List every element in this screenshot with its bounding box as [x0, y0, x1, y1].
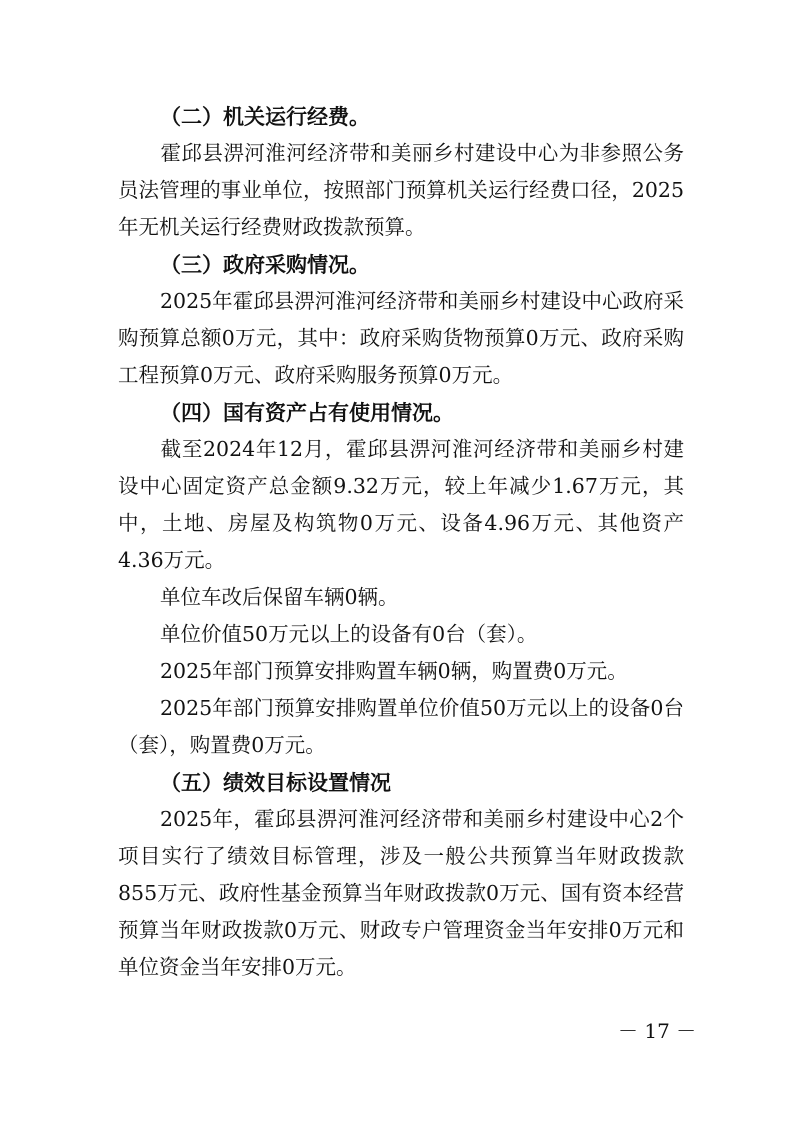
section-heading-procurement: （三）政府采购情况。 [160, 252, 370, 277]
paragraph-text: 霍邱县淠河淮河经济带和美丽乡村建设中心为非参照公务员法管理的事业单位，按照部门预算机关运行经费口径，2025年无机关运行经费财政拨款预算。 [118, 141, 684, 239]
page-number: － 17 － [618, 1019, 697, 1043]
paragraph-performance-goals [118, 801, 684, 986]
paragraph-operating-expenses [118, 135, 684, 246]
paragraph-text: 2025年部门预算安排购置车辆0辆，购置费0万元。 [160, 659, 628, 683]
paragraph-text: 单位车改后保留车辆0辆。 [160, 585, 399, 609]
paragraph-vehicle-purchase [118, 653, 684, 690]
paragraph-procurement [118, 283, 684, 394]
paragraph-text: 2025年部门预算安排购置单位价值50万元以上的设备0台（套），购置费0万元。 [118, 696, 684, 757]
paragraph-fixed-assets [118, 431, 684, 579]
document-body [118, 98, 684, 986]
paragraph-equipment-purchase [118, 690, 684, 764]
section-heading-operating-expenses: （二）机关运行经费。 [160, 104, 370, 129]
section-heading-performance-goals: （五）绩效目标设置情况 [160, 770, 391, 795]
section-heading-state-assets: （四）国有资产占有使用情况。 [160, 400, 454, 425]
paragraph-text: 单位价值50万元以上的设备有0台（套）。 [160, 622, 538, 646]
paragraph-vehicles-retained [118, 579, 684, 616]
paragraph-text: 截至2024年12月，霍邱县淠河淮河经济带和美丽乡村建设中心固定资产总金额9.32万元，较上年减少1.67万元，其中，土地、房屋及构筑物0万元、设备4.96万元、其他资产4.36万元。 [118, 437, 684, 572]
paragraph-text: 2025年霍邱县淠河淮河经济带和美丽乡村建设中心政府采购预算总额0万元，其中：政府采购货物预算0万元、政府采购工程预算0万元、政府采购服务预算0万元。 [118, 289, 684, 387]
paragraph-text: 2025年，霍邱县淠河淮河经济带和美丽乡村建设中心2个项目实行了绩效目标管理，涉及一般公共预算当年财政拨款855万元、政府性基金预算当年财政拨款0万元、国有资本经营预算当年财政拨款0万元、财政专户管理资金当年安排0万元和单位资金当年安排0万元。 [118, 807, 684, 979]
paragraph-equipment-count [118, 616, 684, 653]
